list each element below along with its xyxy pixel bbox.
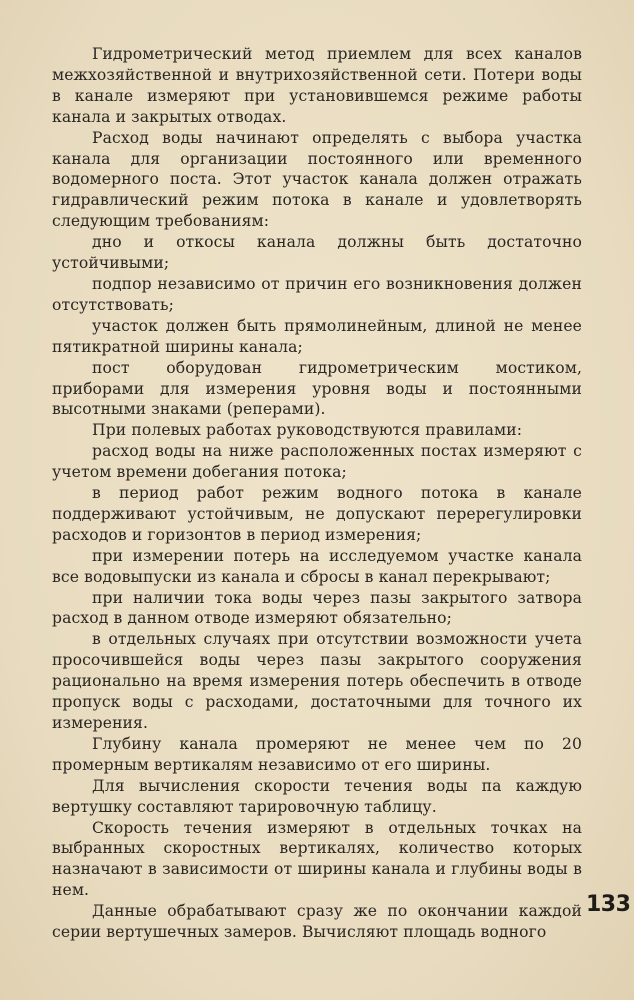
paragraph-2: Расход воды начинают определять с выбора участка канала для организации постоянного или временного водомерного поста. Этот участок канала должен отражать гидравлический режим потока в канале и удовлетворять следующим требованиям: (52, 128, 582, 231)
paragraph-velocity: Скорость течения измеряют в отдельных точках на выбранных скоростных вертикалях, количество которых назначают в зависимости от ширины канала и глубины воды в нем. (52, 818, 582, 900)
requirement-3: участок должен быть прямолинейным, длиной не менее пятикратной ширины канала; (52, 316, 582, 356)
rule-3: при измерении потерь на исследуемом участке канала все водовыпуски из канала и сбросы в канал перекрывают; (52, 546, 582, 586)
paragraph-rules-intro: При полевых работах руководствуются правилами: (92, 421, 523, 440)
paragraph-1: Гидрометрический метод приемлем для всех каналов межхозяйственной и внутрихозяйственной сети. Потери воды в канале измеряют при установившемся режиме работы канала и закрытых отводах. (52, 45, 582, 126)
paragraph-processing: Данные обрабатывают сразу же по окончании каждой серии вертушечных замеров. Вычисляют площадь водного (52, 902, 582, 942)
page-number: 133 (586, 892, 631, 917)
rule-1: расход воды на ниже расположенных постах измеряют с учетом времени добегания потока; (52, 442, 582, 482)
rule-2: в период работ режим водного потока в канале поддерживают устойчивым, не допускают перерегулировки расходов и горизонтов в период измерения; (52, 484, 582, 544)
body-text (52, 44, 582, 943)
requirement-2: подпор независимо от причин его возникновения должен отсутствовать; (52, 274, 582, 314)
paragraph-calibration: Для вычисления скорости течения воды па каждую вертушку составляют тарировочную таблицу. (52, 776, 582, 816)
requirement-1: дно и откосы канала должны быть достаточно устойчивыми; (52, 233, 582, 273)
rule-4: при наличии тока воды через пазы закрытого затвора расход в данном отводе измеряют обязательно; (52, 588, 582, 628)
rule-5: в отдельных случаях при отсутствии возможности учета просочившейся воды через пазы закрытого сооружения рационально на время измерения потерь обеспечить в отводе пропуск воды с расходами, достаточными для точного их измерения. (52, 630, 582, 732)
requirement-4: пост оборудован гидрометрическим мостиком, приборами для измерения уровня воды и постоянными высотными знаками (реперами). (52, 358, 582, 419)
paragraph-depth: Глубину канала промеряют не менее чем по 20 промерным вертикалям независимо от его ширины. (52, 734, 582, 774)
